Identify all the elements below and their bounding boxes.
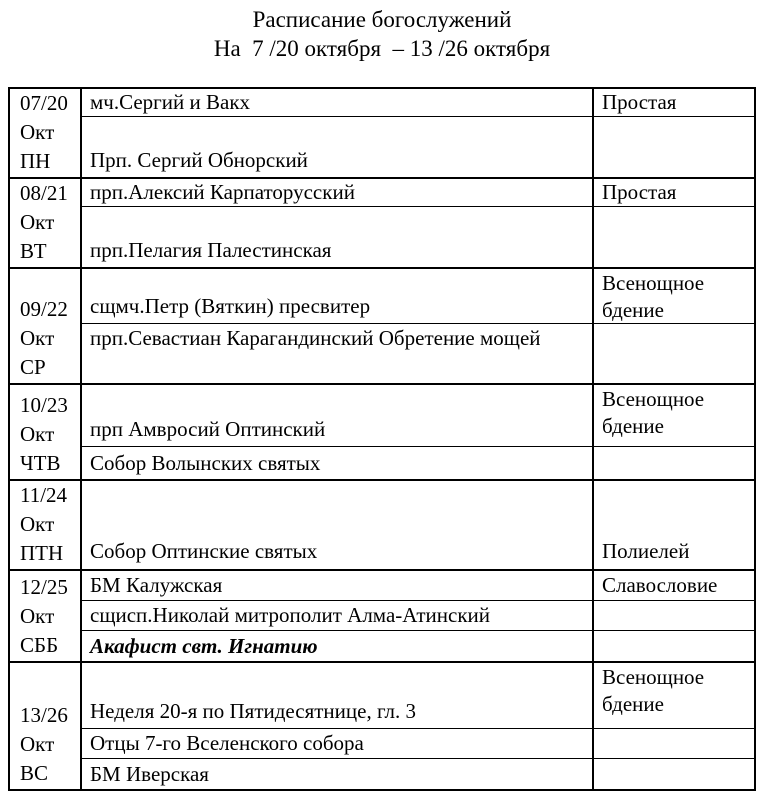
service-cell: [594, 631, 754, 661]
date-label: 09/22: [20, 297, 68, 321]
day-block-13-26: [10, 663, 754, 789]
event-cell: [82, 571, 592, 601]
date-cell: [10, 269, 82, 383]
services-column: [594, 89, 754, 177]
service-cell: [594, 571, 754, 601]
event-text: Собор Оптинские святых: [90, 539, 318, 563]
day-block-11-24: [10, 481, 754, 571]
event-cell: [82, 759, 592, 789]
service-cell: [594, 601, 754, 631]
service-cell: [594, 759, 754, 789]
events-column: [82, 385, 594, 479]
weekday-label: ВС: [20, 761, 49, 785]
day-block-07-20: [10, 89, 754, 179]
event-text: прп.Пелагия Палестинская: [90, 238, 332, 262]
services-column: [594, 179, 754, 267]
service-text: Простая: [602, 90, 677, 114]
event-text: Прп. Сергий Обнорский: [90, 148, 308, 172]
service-text: Всенощное бдение: [602, 271, 705, 322]
events-column: [82, 179, 594, 267]
date-label: 11/24: [20, 483, 68, 507]
month-label: Окт: [20, 422, 55, 446]
weekday-label: СББ: [20, 633, 59, 657]
service-cell: [594, 89, 754, 117]
event-cell: [82, 447, 592, 479]
event-text: Акафист свт. Игнатию: [90, 633, 318, 658]
service-cell: [594, 117, 754, 177]
event-text: БМ Калужская: [90, 573, 223, 597]
service-cell: [594, 663, 754, 729]
date-cell: [10, 481, 82, 569]
month-label: Окт: [20, 210, 55, 234]
event-text: прп Амвросий Оптинский: [90, 417, 326, 441]
document-header: [0, 0, 764, 63]
weekday-label: ПТН: [20, 541, 64, 565]
service-text: Славословие: [602, 573, 718, 597]
service-cell: [594, 729, 754, 759]
event-cell: [82, 324, 592, 383]
page-title: Расписание богослужений: [252, 7, 512, 32]
event-cell: [82, 385, 592, 447]
service-text: Всенощное бдение: [602, 665, 705, 716]
service-cell: [594, 481, 754, 568]
day-block-08-21: [10, 179, 754, 269]
date-label: 08/21: [20, 181, 68, 205]
weekday-label: СР: [20, 355, 46, 379]
event-cell: [82, 631, 592, 661]
event-cell: [82, 601, 592, 631]
service-text: Простая: [602, 180, 677, 204]
event-cell: [82, 89, 592, 117]
weekday-label: ВТ: [20, 239, 47, 263]
services-column: [594, 481, 754, 569]
day-block-09-22: [10, 269, 754, 385]
services-column: [594, 385, 754, 479]
events-column: [82, 571, 594, 661]
event-text: Отцы 7-го Вселенского собора: [90, 731, 364, 755]
month-label: Окт: [20, 604, 55, 628]
event-text: сщисп.Николай митрополит Алма-Атинский: [90, 603, 491, 627]
schedule-table: [8, 87, 756, 791]
service-cell: [594, 447, 754, 479]
event-text: БМ Иверская: [90, 761, 209, 786]
events-column: [82, 89, 594, 177]
month-label: Окт: [20, 512, 55, 536]
page-subtitle: На 7 /20 октября – 13 /26 октября: [213, 36, 551, 61]
event-cell: [82, 179, 592, 207]
event-text: Собор Волынских святых: [90, 450, 321, 475]
event-cell: [82, 207, 592, 267]
service-text: Всенощное бдение: [602, 387, 705, 438]
date-cell: [10, 385, 82, 479]
event-text: мч.Сергий и Вакх: [90, 90, 251, 114]
event-text: прп.Алексий Карпаторусский: [90, 180, 355, 204]
events-column: [82, 481, 594, 569]
service-cell: [594, 324, 754, 383]
month-label: Окт: [20, 326, 55, 350]
date-cell: [10, 571, 82, 661]
event-cell: [82, 481, 592, 568]
weekday-label: ПН: [20, 149, 51, 173]
event-cell: [82, 269, 592, 324]
service-text: Полиелей: [602, 539, 690, 563]
day-block-10-23: [10, 385, 754, 481]
events-column: [82, 269, 594, 383]
service-cell: [594, 179, 754, 207]
date-cell: [10, 663, 82, 789]
services-column: [594, 269, 754, 383]
date-cell: [10, 89, 82, 177]
event-cell: [82, 663, 592, 729]
month-label: Окт: [20, 732, 55, 756]
services-column: [594, 663, 754, 789]
services-column: [594, 571, 754, 661]
date-label: 13/26: [20, 703, 68, 727]
date-label: 10/23: [20, 393, 68, 417]
event-cell: [82, 117, 592, 177]
event-text: Неделя 20-я по Пятидесятнице, гл. 3: [90, 699, 416, 723]
date-cell: [10, 179, 82, 267]
service-cell: [594, 269, 754, 324]
service-cell: [594, 207, 754, 267]
event-cell: [82, 729, 592, 759]
date-label: 07/20: [20, 91, 68, 115]
weekday-label: ЧТВ: [20, 451, 61, 475]
event-text: прп.Севастиан Карагандинский Обретение мощей: [90, 326, 541, 350]
event-text: сщмч.Петр (Вяткин) пресвитер: [90, 294, 371, 318]
date-label: 12/25: [20, 575, 68, 599]
month-label: Окт: [20, 120, 55, 144]
events-column: [82, 663, 594, 789]
day-block-12-25: [10, 571, 754, 663]
service-cell: [594, 385, 754, 447]
